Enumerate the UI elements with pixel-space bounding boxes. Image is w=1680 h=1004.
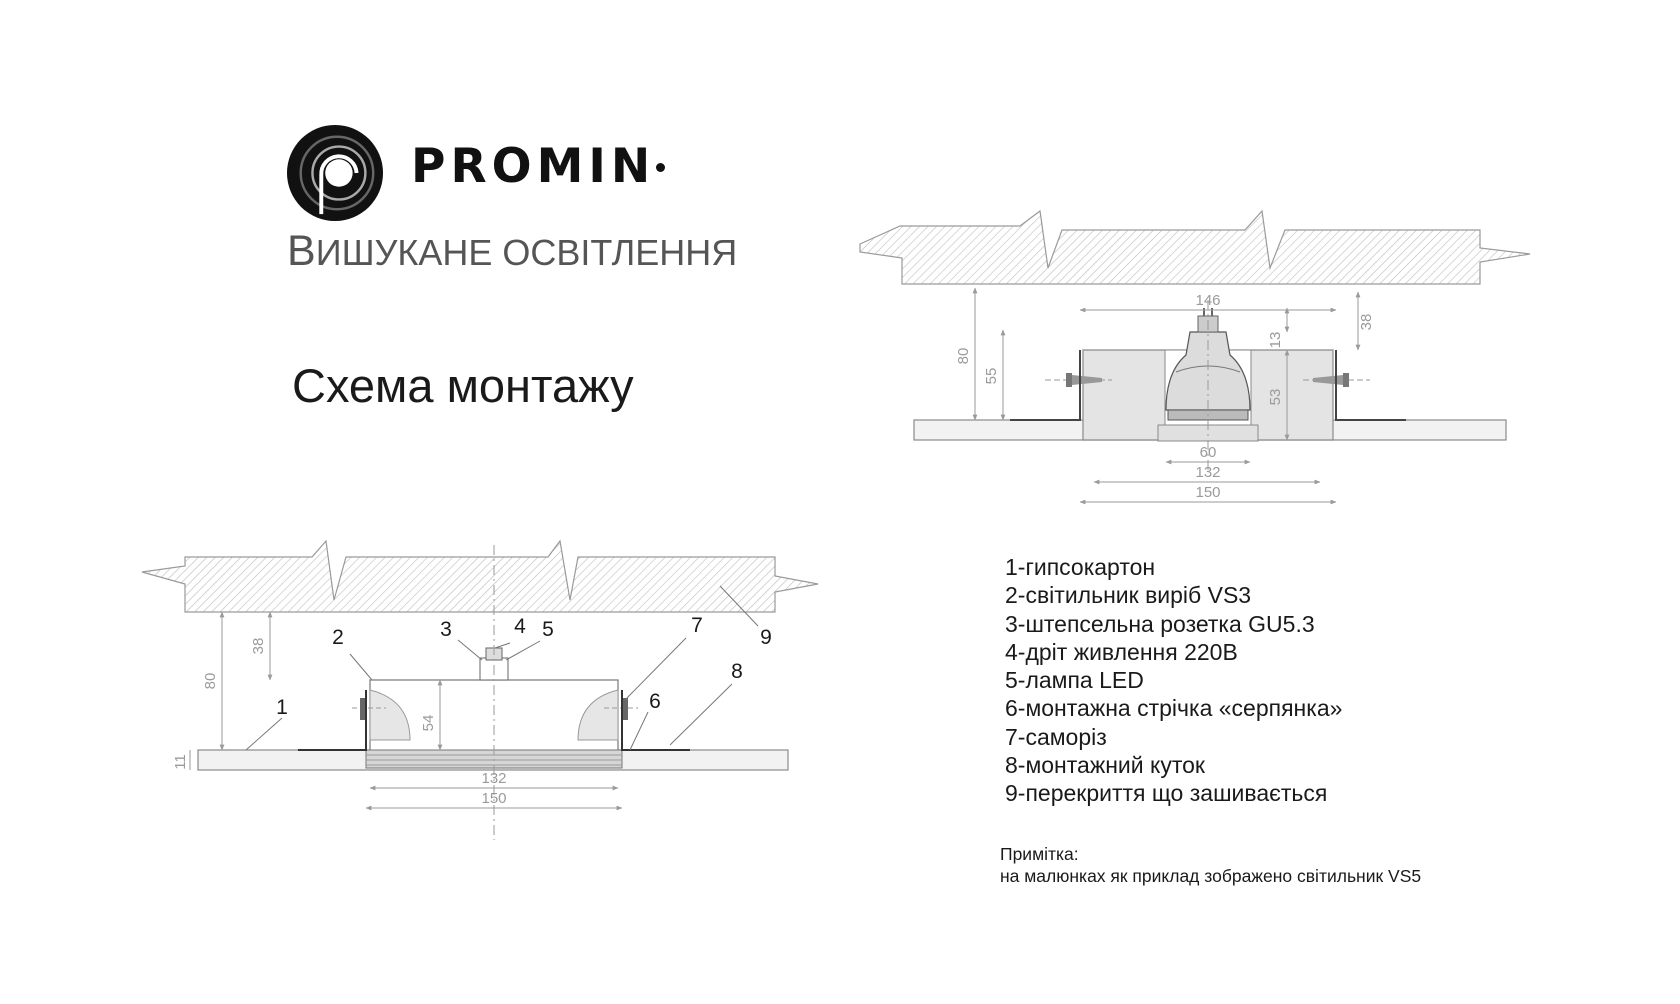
callout-2: 2 [332,626,344,649]
dim-132-side: 132 [481,770,507,787]
dim-146: 146 [1195,292,1221,309]
page-title: Схема монтажу [292,359,634,412]
brand-name: PROMIN [411,139,656,194]
dim-132-section: 132 [1195,464,1221,481]
legend-item: 1-гипсокартон [1005,554,1156,580]
section-view [860,211,1530,502]
legend-item: 8-монтажний куток [1005,752,1205,779]
note-text: на малюнках як приклад зображено світильник VS5 [1000,866,1422,886]
dim-13: 13 [1267,331,1284,349]
callout-4: 4 [514,615,526,638]
note-heading: Примітка: [1000,844,1079,864]
dim-80-side: 80 [202,672,219,690]
legend-item: 5-лампа LED [1005,667,1144,694]
dim-55: 55 [983,367,1000,385]
dim-38-side: 38 [250,637,267,655]
callout-5: 5 [542,618,554,641]
dim-150-section: 150 [1195,484,1221,501]
dim-54: 54 [420,714,437,732]
legend-item: 4-дріт живлення 220В [1005,638,1238,665]
note-block [1000,843,1421,887]
side-view [142,541,818,840]
dim-11: 11 [172,754,189,770]
callout-9: 9 [760,626,772,649]
callout-7: 7 [691,614,703,637]
legend-item: 9-перекриття що зашивається [1005,780,1328,807]
callout-1: 1 [276,696,288,719]
ceiling-slab [142,541,818,612]
dim-53: 53 [1267,388,1284,406]
legend-item: 3-штепсельна розетка GU5.3 [1005,610,1315,637]
legend-item: 7-саморіз [1005,723,1107,750]
legend-list [1005,553,1342,808]
legend-item: 6-монтажна стрічка «серпянка» [1005,695,1343,722]
callout-3: 3 [440,618,452,641]
dim-38-section: 38 [1358,313,1375,331]
dim-80-section: 80 [955,347,972,365]
tagline-rest: ИШУКАНЕ ОСВІТЛЕННЯ [315,232,738,273]
legend-item: 2-світильник виріб VS3 [1005,582,1252,609]
tagline-initial: В [287,227,316,275]
dim-150-side: 150 [481,790,507,807]
ceiling-slab [860,211,1530,284]
callout-8: 8 [731,660,743,683]
callout-6: 6 [649,690,661,713]
dim-60: 60 [1199,444,1217,461]
